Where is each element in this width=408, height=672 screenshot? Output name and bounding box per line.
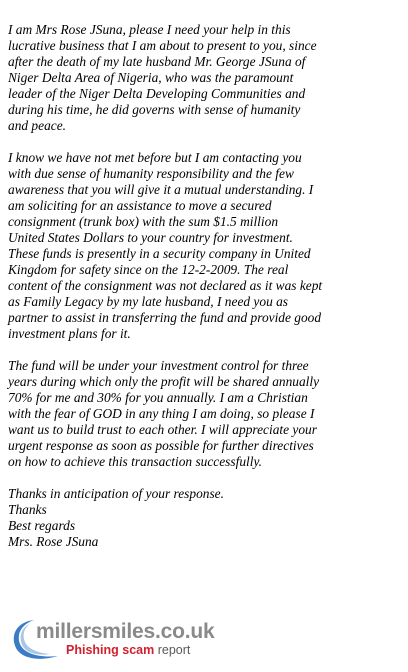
tagline-accent: Phishing scam bbox=[66, 643, 155, 657]
millersmiles-footer-logo[interactable] bbox=[8, 612, 268, 666]
brand-name: millersmiles.co.uk bbox=[36, 620, 215, 643]
letter-body bbox=[8, 22, 404, 550]
letter-paragraph-2: I know we have not met before but I am contacting you with due sense of humanity responsibility and the few awareness that you will give it a mutual understanding. I am soliciting for an assistance to move a secured consignment (trunk box) with the sum $1.5 million United States Dollars to your country for investment. These funds is presently in a security company in United Kingdom for safety since on the 12-2-2009. The real content of the consignment was not declared as it was kept as Family Legacy by my late husband, I need you as partner to assist in transferring the fund and provide good investment plans for it. bbox=[8, 150, 323, 341]
tagline-rest: report bbox=[154, 643, 191, 657]
letter-closing: Thanks in anticipation of your response. Thanks Best regards Mrs. Rose JSuna bbox=[8, 486, 224, 549]
tagline bbox=[66, 643, 190, 657]
letter-paragraph-1: I am Mrs Rose JSuna, please I need your help in this lucrative business that I am about to present to you, since after the death of my late husband Mr. George JSuna of Niger Delta Area of Nigeria, who was the paramount leader of the Niger Delta Developing Communities and during his time, he did governs with sense of humanity and peace. bbox=[8, 22, 317, 133]
letter-paragraph-3: The fund will be under your investment control for three years during which only the profit will be shared annually 70% for me and 30% for you annually. I am a Christian with the fear of GOD in any thing I am doing, so please I want us to build trust to each other. I will appreciate your urgent response as soon as possible for further directives on how to achieve this transaction successfully. bbox=[8, 358, 320, 469]
